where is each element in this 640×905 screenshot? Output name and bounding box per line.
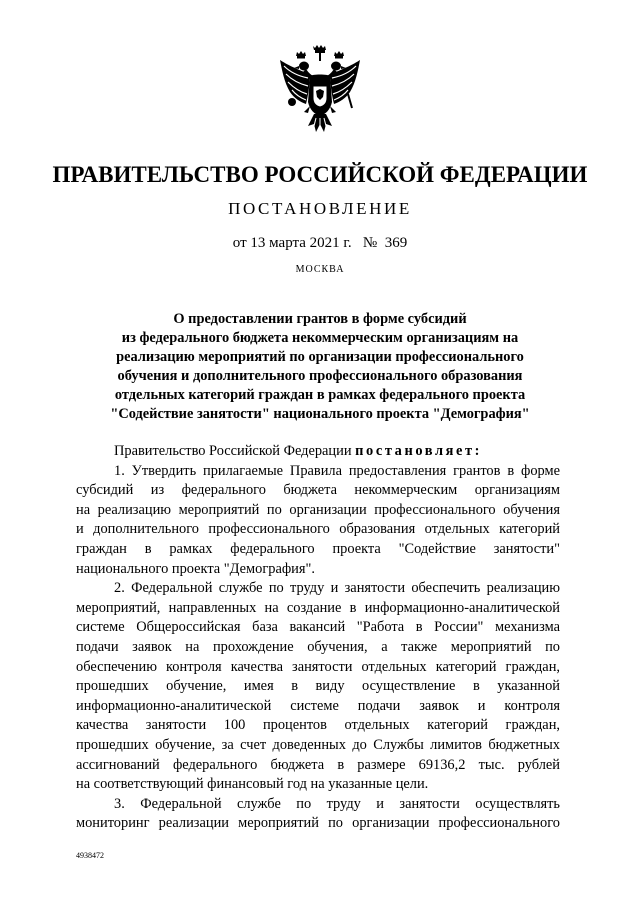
- paragraph-line: системе Общероссийская база вакансий "Работа в России" механизма: [76, 619, 560, 636]
- paragraph-line: на соответствующий финансовый год на указанные цели.: [76, 776, 429, 793]
- document-code: 4938472: [76, 851, 104, 860]
- heading-line: обучения и дополнительного профессионального образования: [117, 368, 523, 384]
- paragraph-line: и дополнительного профессионального образования отдельных категорий: [76, 521, 560, 538]
- paragraph-line: мониторинг реализации мероприятий по организации профессионального: [76, 815, 560, 832]
- coat-of-arms-icon: [276, 44, 364, 138]
- paragraph-line: прошедших обучение, за счет доведенных до Службы лимитов бюджетных: [76, 736, 560, 753]
- document-body: [76, 442, 560, 834]
- government-title: ПРАВИТЕЛЬСТВО РОССИЙСКОЙ ФЕДЕРАЦИИ: [52, 162, 588, 187]
- paragraph-line: 1. Утвердить прилагаемые Правила предоставления грантов в форме: [114, 462, 560, 479]
- paragraph-line: прошедших обучение, имея в виду осуществление в указанной: [76, 678, 560, 695]
- paragraph-line: информационно-аналитической системе подачи заявок и контроля: [76, 697, 560, 714]
- paragraph-line: мероприятий, направленных на создание в информационно-аналитической: [76, 599, 560, 616]
- paragraph-line: субсидий из федерального бюджета некоммерческим организациям: [76, 482, 560, 499]
- heading-line: О предоставлении грантов в форме субсидий: [173, 311, 467, 327]
- document-date: от 13 марта 2021 г.: [232, 235, 352, 251]
- city-name: МОСКВА: [295, 264, 345, 275]
- paragraph-line: 3. Федеральной службе по труду и занятости осуществлять: [114, 795, 560, 812]
- preamble-keyword: постановляет:: [355, 443, 483, 459]
- heading-line: отдельных категорий граждан в рамках федерального проекта: [114, 387, 526, 403]
- heading-line: из федерального бюджета некоммерческим организациям на: [121, 330, 519, 346]
- document-heading: [70, 310, 570, 424]
- paragraph-line: национального проекта "Демография".: [76, 560, 315, 577]
- document-type: ПОСТАНОВЛЕНИЕ: [228, 199, 412, 218]
- paragraph-line: 2. Федеральной службе по труду и занятости обеспечить реализацию: [114, 580, 560, 597]
- heading-line: реализацию мероприятий по организации профессионального: [116, 349, 524, 365]
- preamble-text: Правительство Российской Федерации: [114, 443, 356, 459]
- paragraph-line: подачи заявок на прохождение обучения, а также мероприятий по: [76, 638, 560, 655]
- heading-line: "Содействие занятости" национального проекта "Демография": [110, 406, 530, 422]
- paragraph-3: [76, 795, 560, 834]
- preamble: [76, 442, 560, 462]
- number-sign: №: [362, 235, 378, 251]
- paragraph-line: ассигнований федерального бюджета в размере 69136,2 тыс. рублей: [76, 756, 560, 773]
- paragraph-line: обеспечению контроля качества занятости отдельных категорий граждан,: [76, 658, 560, 675]
- paragraph-line: граждан в рамках федерального проекта "Содействие занятости": [76, 540, 560, 557]
- paragraph-1: [76, 462, 560, 580]
- paragraph-line: на реализацию мероприятий по организации профессионального обучения: [76, 501, 560, 518]
- document-number: 369: [384, 235, 408, 251]
- paragraph-2: [76, 579, 560, 795]
- paragraph-line: качества занятости 100 процентов отдельных категорий граждан,: [76, 717, 560, 734]
- date-number-line: [0, 235, 640, 252]
